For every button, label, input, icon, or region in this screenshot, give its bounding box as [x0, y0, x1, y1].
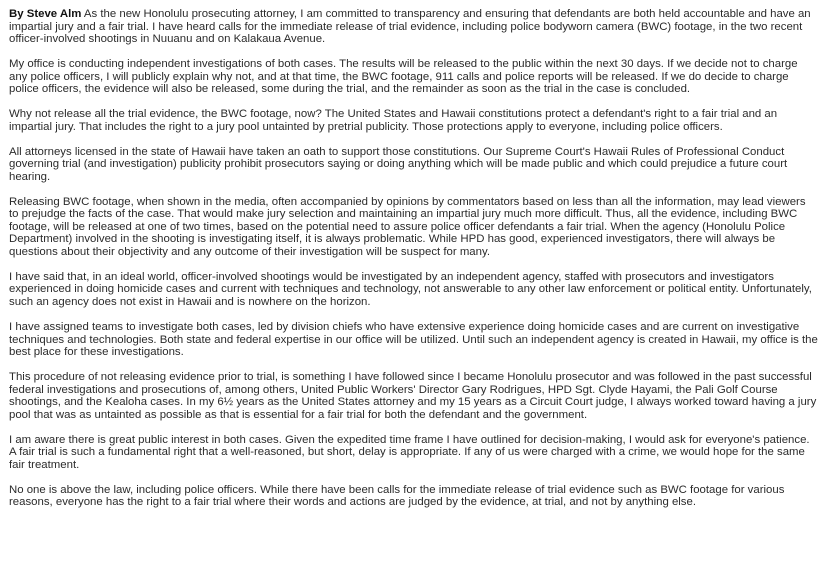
byline: By Steve Alm	[9, 8, 82, 20]
paragraph-1: My office is conducting independent investigations of both cases. The results will be released to the public within the next 30 days. If we decide not to charge any police officers, I will publicly explain why not, and at that time, the BWC footage, 911 calls and police reports will be released. If we do decide to charge police officers, the evidence will also be released, some during the trial, and the remainder as soon as the trial in the case is concluded.	[9, 58, 798, 96]
paragraph-5: I have said that, in an ideal world, officer-involved shootings would be investigated by an independent agency, staffed with prosecutors and investigators experienced in doing homicide cases and current with techniques and technology, not answerable to any other law enforcement or political entity. Unfortunately, such an agency does not exist in Hawaii and is nowhere on the horizon.	[9, 270, 812, 308]
paragraph-4: Releasing BWC footage, when shown in the media, often accompanied by opinions by commentators based on less than all the information, may lead viewers to prejudge the facts of the case. That would make jury selection and maintaining an impartial jury much more difficult. Thus, all the evidence, including BWC footage, will be released at one of two times, based on the potential need to assure police officer defendants a fair trial. When the agency (Honolulu Police Department) involved in the shooting is investigating itself, it is always problematic. While HPD has good, experienced investigators, there will always be questions about their objectivity and any outcome of their investigation will be suspect for many.	[9, 195, 806, 258]
paragraph-2: Why not release all the trial evidence, the BWC footage, now? The United States and Hawaii constitutions protect a defendant's right to a fair trial and an impartial jury. That includes the right to a jury pool untainted by pretrial publicity. Those protections apply to everyone, including police officers.	[9, 108, 778, 133]
paragraph-8: I am aware there is great public interest in both cases. Given the expedited time frame I have outlined for decision-making, I would ask for everyone's patience. A fair trial is such a fundamental right that a well-reasoned, but short, delay is appropriate. If any of us were charged with a crime, we would hope for the same fair treatment.	[9, 433, 810, 471]
paragraph-7: This procedure of not releasing evidence prior to trial, is something I have followed since I became Honolulu prosecutor and was followed in the past successful federal investigations and prosecutions of, among others, United Public Workers' Director Gary Rodrigues, HPD Sgt. Clyde Hayami, the Pali Golf Course shootings, and the Kealoha cases. In my 6½ years as the United States attorney and my 15 years as a Circuit Court judge, I always worked toward having a jury pool that was as untainted as possible as that is essential for a fair trial for both the defendant and the government.	[9, 371, 817, 421]
intro-text: As the new Honolulu prosecuting attorney, I am committed to transparency and ensuring that defendants are both held accountable and have an impartial jury and a fair trial. I have heard calls for the immediate release of trial evidence, including police bodyworn camera (BWC) footage, in the two recent officer-involved shootings in Nuuanu and on Kalakaua Avenue.	[9, 8, 811, 45]
paragraph-9: No one is above the law, including police officers. While there have been calls for the immediate release of trial evidence such as BWC footage for various reasons, everyone has the right to a fair trial where their words and actions are judged by the evidence, at trial, and not by anything else.	[9, 483, 785, 509]
paragraph-6: I have assigned teams to investigate both cases, led by division chiefs who have extensive experience doing homicide cases and are current on investigative techniques and technologies. Both state and federal expertise in our office will be utilized. Until such an independent agency is created in Hawaii, my office is the best place for these investigations.	[9, 321, 818, 359]
paragraph-3: All attorneys licensed in the state of Hawaii have taken an oath to support those constitutions. Our Supreme Court's Hawaii Rules of Professional Conduct governing trial (and investigation) publicity prohibit prosecutors saying or doing anything which will be made public and which could prejudice a future court hearing.	[9, 145, 788, 183]
intro-paragraph	[9, 8, 818, 46]
